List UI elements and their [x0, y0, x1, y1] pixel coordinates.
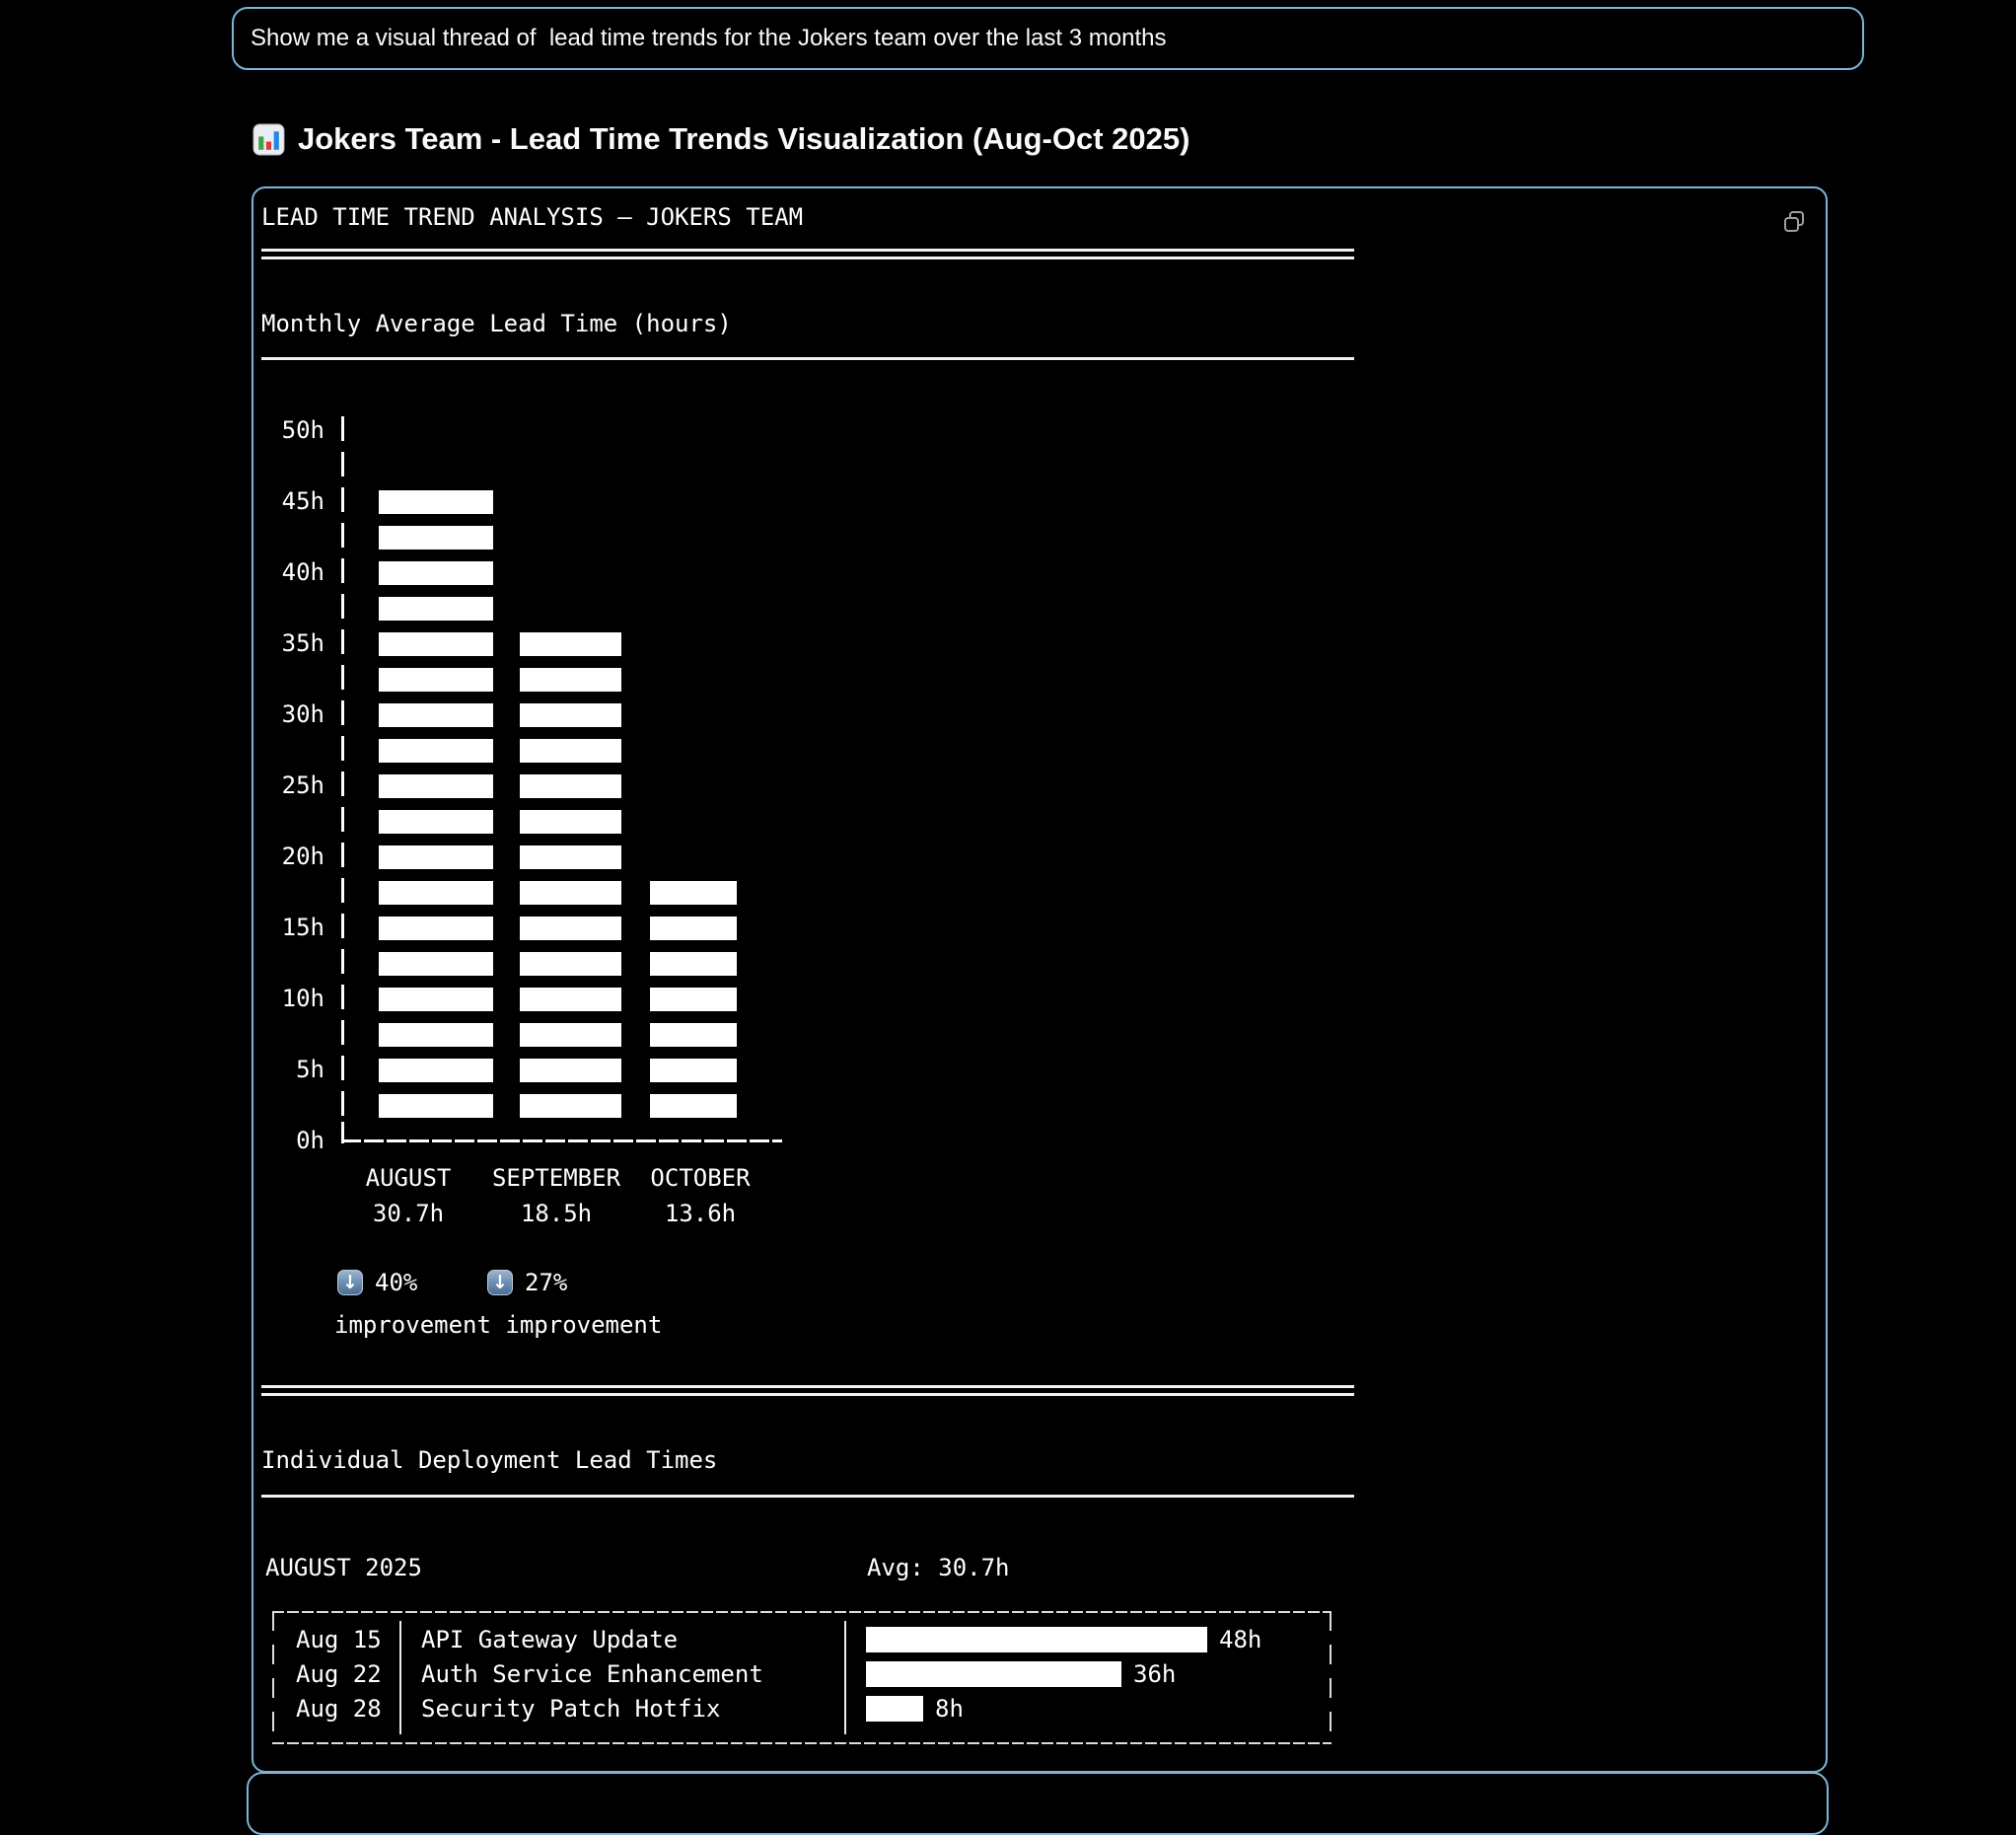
bar-block-august	[379, 1094, 493, 1118]
bar-block-august	[379, 774, 493, 798]
deploy-lead-bar	[866, 1696, 923, 1722]
terminal-heading: LEAD TIME TREND ANALYSIS — JOKERS TEAM	[261, 203, 804, 231]
x-axis-label: AUGUST	[365, 1164, 452, 1192]
down-arrow-blue-button-emoji: ↓	[487, 1270, 513, 1295]
x-axis-line	[341, 1139, 782, 1142]
bar-block-september	[520, 881, 621, 905]
y-tick-label: 40h	[281, 558, 324, 586]
down-arrow-blue-button-emoji: ↓	[337, 1270, 363, 1295]
double-rule	[261, 1385, 1354, 1396]
deployments-avg: Avg: 30.7h	[867, 1554, 1010, 1581]
y-tick-label: 0h	[296, 1127, 324, 1154]
bar-block-august	[379, 1023, 493, 1047]
deploy-lead-hours: 8h	[935, 1695, 964, 1723]
x-axis-label: OCTOBER	[650, 1164, 751, 1192]
bar-block-september	[520, 810, 621, 834]
bar-block-august	[379, 952, 493, 976]
code-block	[252, 186, 1828, 1773]
bar-block-september	[520, 1023, 621, 1047]
improvement-percent: 40%	[375, 1269, 418, 1296]
bar-block-august	[379, 632, 493, 656]
bar-block-august	[379, 703, 493, 727]
deploy-date: Aug 28	[296, 1695, 382, 1723]
y-tick-label: 30h	[281, 700, 324, 728]
y-tick-label: 5h	[296, 1056, 324, 1083]
page-title-text: Jokers Team - Lead Time Trends Visualization (Aug-Oct 2025)	[298, 121, 1190, 156]
deployments-table	[272, 1611, 1332, 1744]
bar-block-august	[379, 561, 493, 585]
bar-block-august	[379, 668, 493, 692]
single-rule	[261, 1495, 1354, 1498]
bar-block-september	[520, 917, 621, 940]
deploy-lead-bar	[866, 1661, 1121, 1687]
deploy-lead-hours: 48h	[1219, 1626, 1262, 1653]
bar-block-september	[520, 845, 621, 869]
double-rule	[261, 249, 1354, 259]
bar-block-august	[379, 526, 493, 550]
x-axis-label: SEPTEMBER	[491, 1164, 621, 1192]
table-row	[272, 1656, 1332, 1692]
deployments-month: AUGUST 2025	[265, 1554, 422, 1581]
deploy-date: Aug 15	[296, 1626, 382, 1653]
bar-block-september	[520, 703, 621, 727]
next-block-preview	[247, 1772, 1829, 1835]
bar-block-september	[520, 774, 621, 798]
improvement-badge-2	[487, 1265, 567, 1300]
bar-block-september	[520, 952, 621, 976]
bar-block-september	[520, 988, 621, 1011]
deployments-heading: Individual Deployment Lead Times	[261, 1446, 718, 1474]
bar-block-august	[379, 881, 493, 905]
bar-block-october	[650, 1094, 737, 1118]
copy-icon[interactable]	[1781, 209, 1807, 235]
y-tick-label: 35h	[281, 629, 324, 657]
bar-block-august	[379, 490, 493, 514]
bar-block-september	[520, 632, 621, 656]
bar-block-september	[520, 668, 621, 692]
deploy-task: API Gateway Update	[421, 1626, 679, 1653]
chart-title: Monthly Average Lead Time (hours)	[261, 310, 732, 337]
deploy-lead-bar	[866, 1627, 1207, 1652]
improvement-badge-1	[337, 1265, 417, 1300]
y-tick-label: 20h	[281, 843, 324, 870]
deploy-date: Aug 22	[296, 1660, 382, 1688]
improvement-labels: improvement improvement	[334, 1311, 663, 1339]
bar-block-october	[650, 1023, 737, 1047]
bar-value-label: 13.6h	[664, 1200, 737, 1227]
bar-block-october	[650, 952, 737, 976]
bar-block-september	[520, 739, 621, 763]
page-title	[252, 118, 1189, 160]
bar-block-october	[650, 917, 737, 940]
table-border	[272, 1611, 1332, 1613]
bar-value-label: 18.5h	[520, 1200, 593, 1227]
y-tick-label: 50h	[281, 416, 324, 444]
bar-block-october	[650, 988, 737, 1011]
bar-chart-emoji	[252, 122, 286, 157]
table-row	[272, 1622, 1332, 1657]
deploy-lead-hours: 36h	[1133, 1660, 1177, 1688]
improvement-percent: 27%	[525, 1269, 568, 1296]
y-tick-label: 15h	[281, 914, 324, 941]
table-row	[272, 1691, 1332, 1726]
deploy-task: Auth Service Enhancement	[421, 1660, 763, 1688]
bar-block-august	[379, 739, 493, 763]
bar-block-august	[379, 988, 493, 1011]
bar-block-august	[379, 845, 493, 869]
bar-value-label: 30.7h	[372, 1200, 445, 1227]
prompt-input[interactable]	[232, 7, 1864, 70]
y-tick-label: 10h	[281, 985, 324, 1012]
bar-block-september	[520, 1094, 621, 1118]
bar-block-october	[650, 1059, 737, 1082]
prompt-text: Show me a visual thread of lead time trends for the Jokers team over the last 3 months	[251, 25, 1167, 51]
bar-block-august	[379, 1059, 493, 1082]
single-rule	[261, 357, 1354, 360]
y-axis-line	[341, 416, 344, 1143]
deploy-task: Security Patch Hotfix	[421, 1695, 721, 1723]
y-tick-label: 25h	[281, 771, 324, 799]
bar-block-august	[379, 597, 493, 621]
y-tick-label: 45h	[281, 487, 324, 515]
bar-block-september	[520, 1059, 621, 1082]
bar-block-october	[650, 881, 737, 905]
bar-block-august	[379, 810, 493, 834]
table-border	[272, 1742, 1332, 1744]
bar-block-august	[379, 917, 493, 940]
